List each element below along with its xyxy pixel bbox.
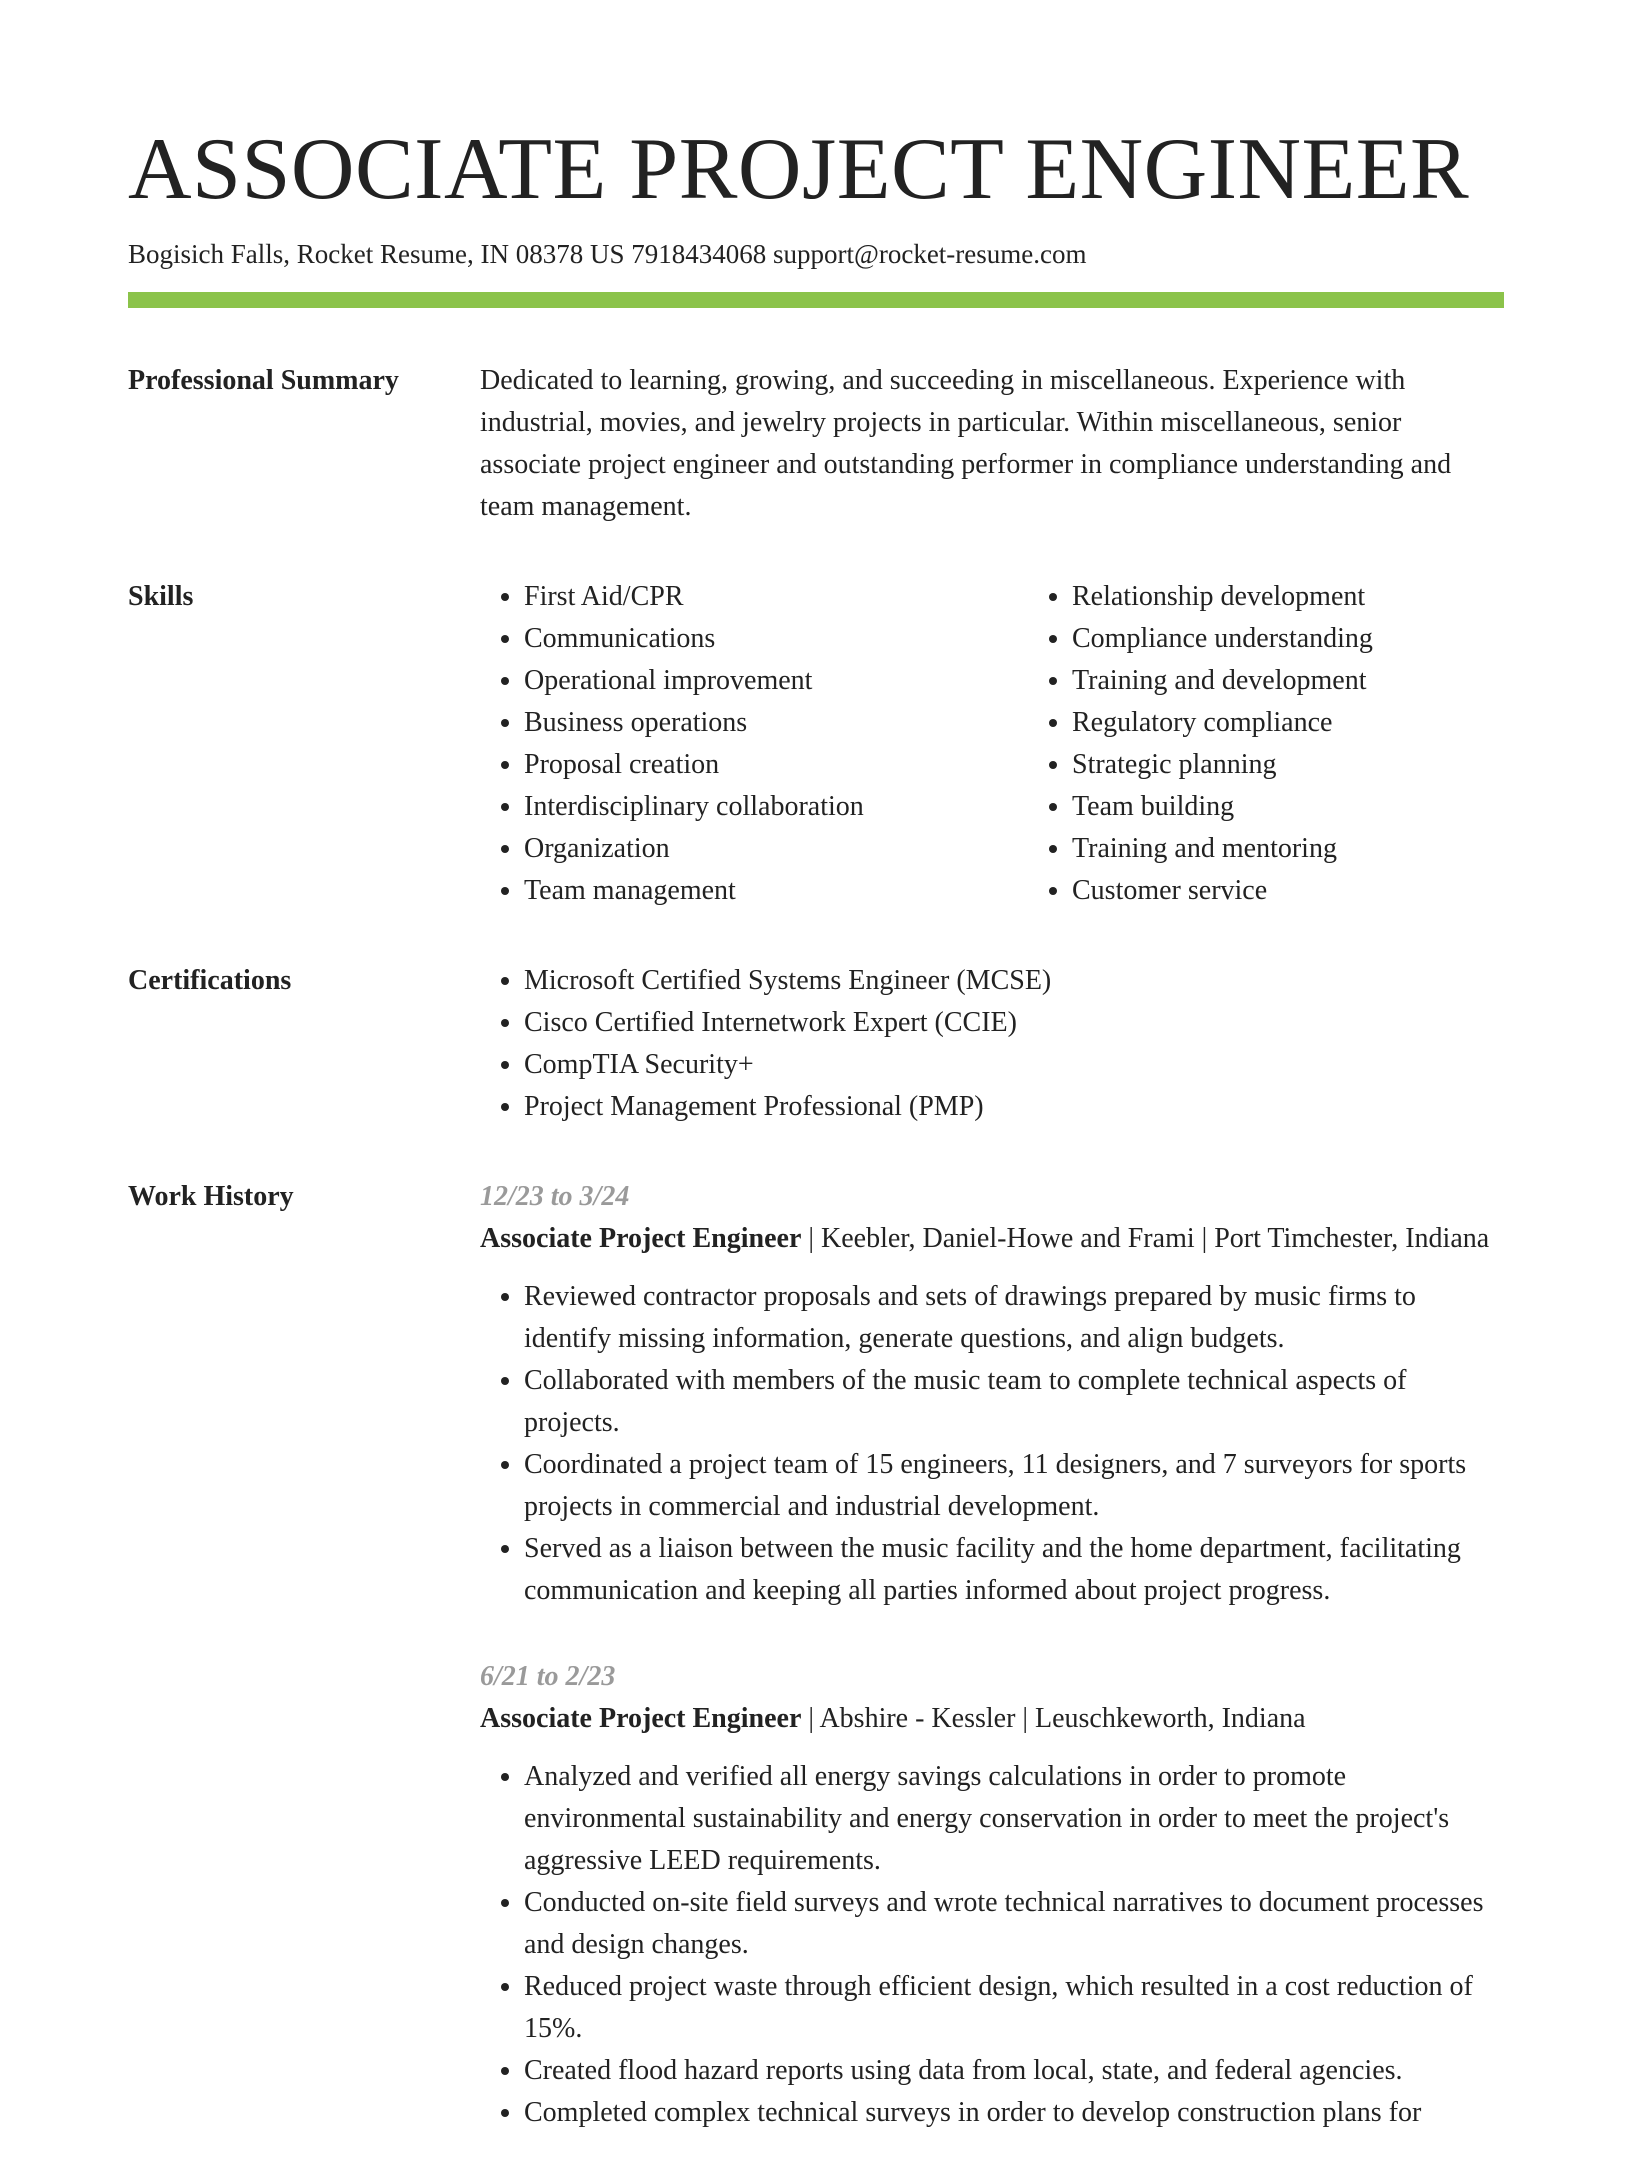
resume-page	[128, 120, 1504, 2178]
job-bullet: • Coordinated a project team of 15 engineers, 11 designers, and 7 surveyors for sports projects in commercial and industrial development.	[524, 1444, 1504, 1528]
contact-email[interactable]: support@rocket-resume.com	[772, 239, 1087, 269]
skills-list-left	[480, 576, 1028, 912]
skill-item: • First Aid/CPR	[524, 576, 1028, 618]
job-entry	[480, 1656, 1504, 2134]
job-title: Associate Project Engineer	[480, 1223, 802, 1254]
summary-text: Dedicated to learning, growing, and succeeding in miscellaneous. Experience with industrial, movies, and jewelry projects in particular. Within miscellaneous, senior associate project engineer and outstanding performer in compliance understanding and team management.	[480, 365, 1452, 522]
job-heading	[480, 1698, 1504, 1740]
skill-item: • Communications	[524, 618, 1028, 660]
skill-item: • Proposal creation	[524, 744, 1028, 786]
job-bullets	[480, 1756, 1504, 2134]
skill-item: • Team building	[1072, 786, 1576, 828]
certification-item: • Project Management Professional (PMP)	[524, 1086, 1504, 1128]
certification-item: • Cisco Certified Internetwork Expert (CCIE)	[524, 1002, 1504, 1044]
certification-item: • CompTIA Security+	[524, 1044, 1504, 1086]
contact-address: Bogisich Falls, Rocket Resume, IN 08378 US	[128, 239, 625, 269]
contact-line	[128, 236, 1504, 272]
skill-item: • Training and development	[1072, 660, 1576, 702]
job-dates: 12/23 to 3/24	[480, 1181, 630, 1212]
job-bullet: • Served as a liaison between the music facility and the home department, facilitating communication and keeping all parties informed about project progress.	[524, 1528, 1504, 1612]
skill-item: • Team management	[524, 870, 1028, 912]
skill-item: • Interdisciplinary collaboration	[524, 786, 1028, 828]
job-bullet: • Collaborated with members of the music team to complete technical aspects of projects.	[524, 1360, 1504, 1444]
skills-list-right	[1028, 576, 1576, 912]
skill-item: • Strategic planning	[1072, 744, 1576, 786]
summary-heading: Professional Summary	[128, 365, 399, 396]
resume-name: ASSOCIATE PROJECT ENGINEER	[128, 121, 1470, 218]
certifications-heading: Certifications	[128, 965, 292, 996]
job-bullet: • Created flood hazard reports using data from local, state, and federal agencies.	[524, 2050, 1504, 2092]
work-history-section	[128, 1176, 1504, 2178]
skill-item: • Relationship development	[1072, 576, 1576, 618]
job-bullet: • Analyzed and verified all energy savings calculations in order to promote environmental sustainability and energy conservation in order to meet the project's aggressive LEED requirements.	[524, 1756, 1504, 1882]
job-bullet: • Completed complex technical surveys in order to develop construction plans for	[524, 2092, 1504, 2134]
skill-item: • Training and mentoring	[1072, 828, 1576, 870]
skill-item: • Regulatory compliance	[1072, 702, 1576, 744]
job-bullet: • Conducted on-site field surveys and wrote technical narratives to document processes and design changes.	[524, 1882, 1504, 1966]
job-heading	[480, 1218, 1504, 1260]
summary-section	[128, 360, 1504, 528]
certifications-list	[480, 960, 1504, 1128]
work-history-heading: Work History	[128, 1181, 294, 1212]
skill-item: • Business operations	[524, 702, 1028, 744]
job-bullet: • Reduced project waste through efficient design, which resulted in a cost reduction of 15%.	[524, 1966, 1504, 2050]
job-dates: 6/21 to 2/23	[480, 1661, 616, 1692]
skill-item: • Customer service	[1072, 870, 1576, 912]
skill-item: • Organization	[524, 828, 1028, 870]
job-employer-location: | Keebler, Daniel-Howe and Frami | Port Timchester, Indiana	[801, 1223, 1490, 1254]
job-entry	[480, 1176, 1504, 1612]
skills-grid	[480, 576, 1576, 912]
certifications-section	[128, 960, 1504, 1128]
job-title: Associate Project Engineer	[480, 1703, 802, 1734]
skills-heading: Skills	[128, 581, 194, 612]
certification-item: • Microsoft Certified Systems Engineer (MCSE)	[524, 960, 1504, 1002]
contact-phone: 7918434068	[631, 239, 767, 269]
skills-section	[128, 576, 1504, 912]
skill-item: • Compliance understanding	[1072, 618, 1576, 660]
skill-item: • Operational improvement	[524, 660, 1028, 702]
job-bullet: • Reviewed contractor proposals and sets of drawings prepared by music firms to identify missing information, generate questions, and align budgets.	[524, 1276, 1504, 1360]
job-employer-location: | Abshire - Kessler | Leuschkeworth, Indiana	[801, 1703, 1306, 1734]
accent-divider	[128, 292, 1504, 308]
job-bullets	[480, 1276, 1504, 1612]
